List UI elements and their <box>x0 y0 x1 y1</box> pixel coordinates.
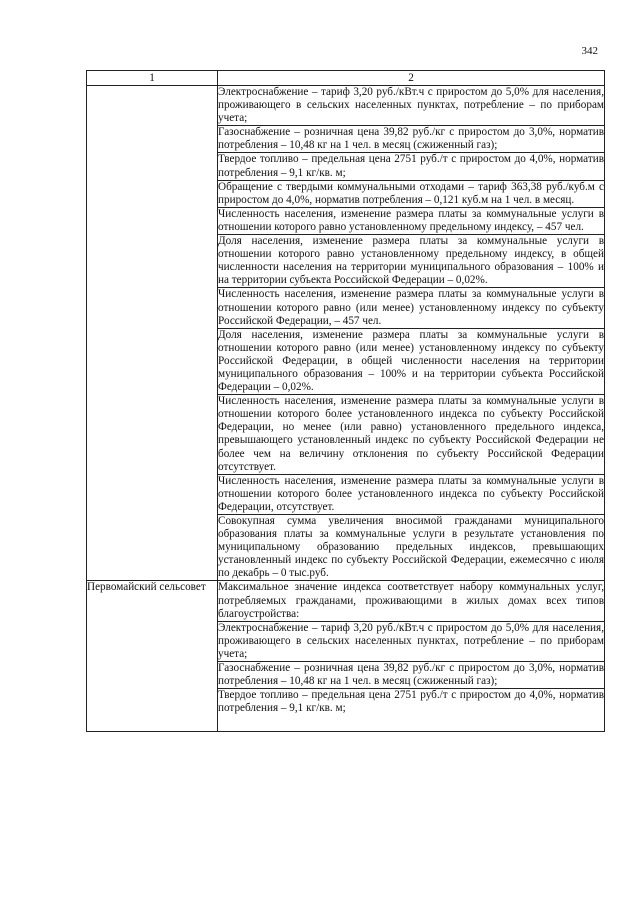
content-cell <box>218 581 605 732</box>
region-cell <box>87 86 218 581</box>
table-row <box>87 86 605 581</box>
paragraph: Максимальное значение индекса соответствует набору коммунальных услуг, потребляемых гражданами, проживающими в жилых домах всех типов благоустройства: <box>218 581 604 621</box>
paragraph: Обращение с твердыми коммунальными отходами – тариф 363,38 руб./куб.м с приростом до 4,0%, норматив потребления – 0,121 куб.м на 1 чел. в месяц. <box>218 181 604 208</box>
tariff-table <box>86 70 605 732</box>
paragraph: Газоснабжение – розничная цена 39,82 руб./кг с приростом до 3,0%, норматив потребления – 10,48 кг на 1 чел. в месяц (сжиженный газ); <box>218 662 604 689</box>
table-row <box>87 581 605 732</box>
table-header-row <box>87 71 605 86</box>
paragraph: Доля населения, изменение размера платы за коммунальные услуги в отношении которого равно установленному предельному индексу, в общей численности населения на территории муниципального образования – 100% и на территории субъекта Российской Федерации – 0,02%. <box>218 235 604 288</box>
page-number: 342 <box>581 45 598 57</box>
region-cell: Первомайский сельсовет <box>87 581 218 732</box>
paragraph: Численность населения, изменение размера платы за коммунальные услуги в отношении которого более установленного индекса по субъекту Российской Федерации, но менее (или равно) установленного предельного индекса, превышающего установленный индекс по субъекту Российской Федерации не более чем на величину отклонения по субъекту Российской Федерации отсутствует. <box>218 395 604 475</box>
header-col-2: 2 <box>218 71 605 86</box>
paragraph: Электроснабжение – тариф 3,20 руб./кВт.ч с приростом до 5,0% для населения, проживающего в сельских населенных пунктах, потребление – по приборам учета; <box>218 86 604 126</box>
paragraph: Газоснабжение – розничная цена 39,82 руб./кг с приростом до 3,0%, норматив потребления – 10,48 кг на 1 чел. в месяц (сжиженный газ); <box>218 126 604 153</box>
paragraph: Твердое топливо – предельная цена 2751 руб./т с приростом до 4,0%, норматив потребления – 9,1 кг/кв. м; <box>218 689 604 715</box>
content-cell <box>218 86 605 581</box>
paragraph: Численность населения, изменение размера платы за коммунальные услуги в отношении которого равно установленному предельному индексу, – 457 чел. <box>218 208 604 235</box>
paragraph: Численность населения, изменение размера платы за коммунальные услуги в отношении которого более установленного индекса по субъекту Российской Федерации, отсутствует. <box>218 475 604 515</box>
header-col-1: 1 <box>87 71 218 86</box>
paragraph: Численность населения, изменение размера платы за коммунальные услуги в отношении которого равно (или менее) установленному индексу по субъекту Российской Федерации, – 457 чел. <box>218 288 604 328</box>
paragraph: Твердое топливо – предельная цена 2751 руб./т с приростом до 4,0%, норматив потребления – 9,1 кг/кв. м; <box>218 153 604 180</box>
paragraph: Доля населения, изменение размера платы за коммунальные услуги в отношении которого равно (или менее) установленному индексу по субъекту Российской Федерации, в общей численности населения на территории муниципального образования – 100% и на территории субъекта Российской Федерации – 0,02%. <box>218 329 604 395</box>
paragraph: Электроснабжение – тариф 3,20 руб./кВт.ч с приростом до 5,0% для населения, проживающего в сельских населенных пунктах, потребление – по приборам учета; <box>218 622 604 662</box>
paragraph: Совокупная сумма увеличения вносимой гражданами муниципального образования платы за коммунальные услуги в результате установления по муниципальному образованию предельных индексов, превышающих установленный индекс по субъекту Российской Федерации, ежемесячно с июля по декабрь – 0 тыс.руб. <box>218 515 604 580</box>
